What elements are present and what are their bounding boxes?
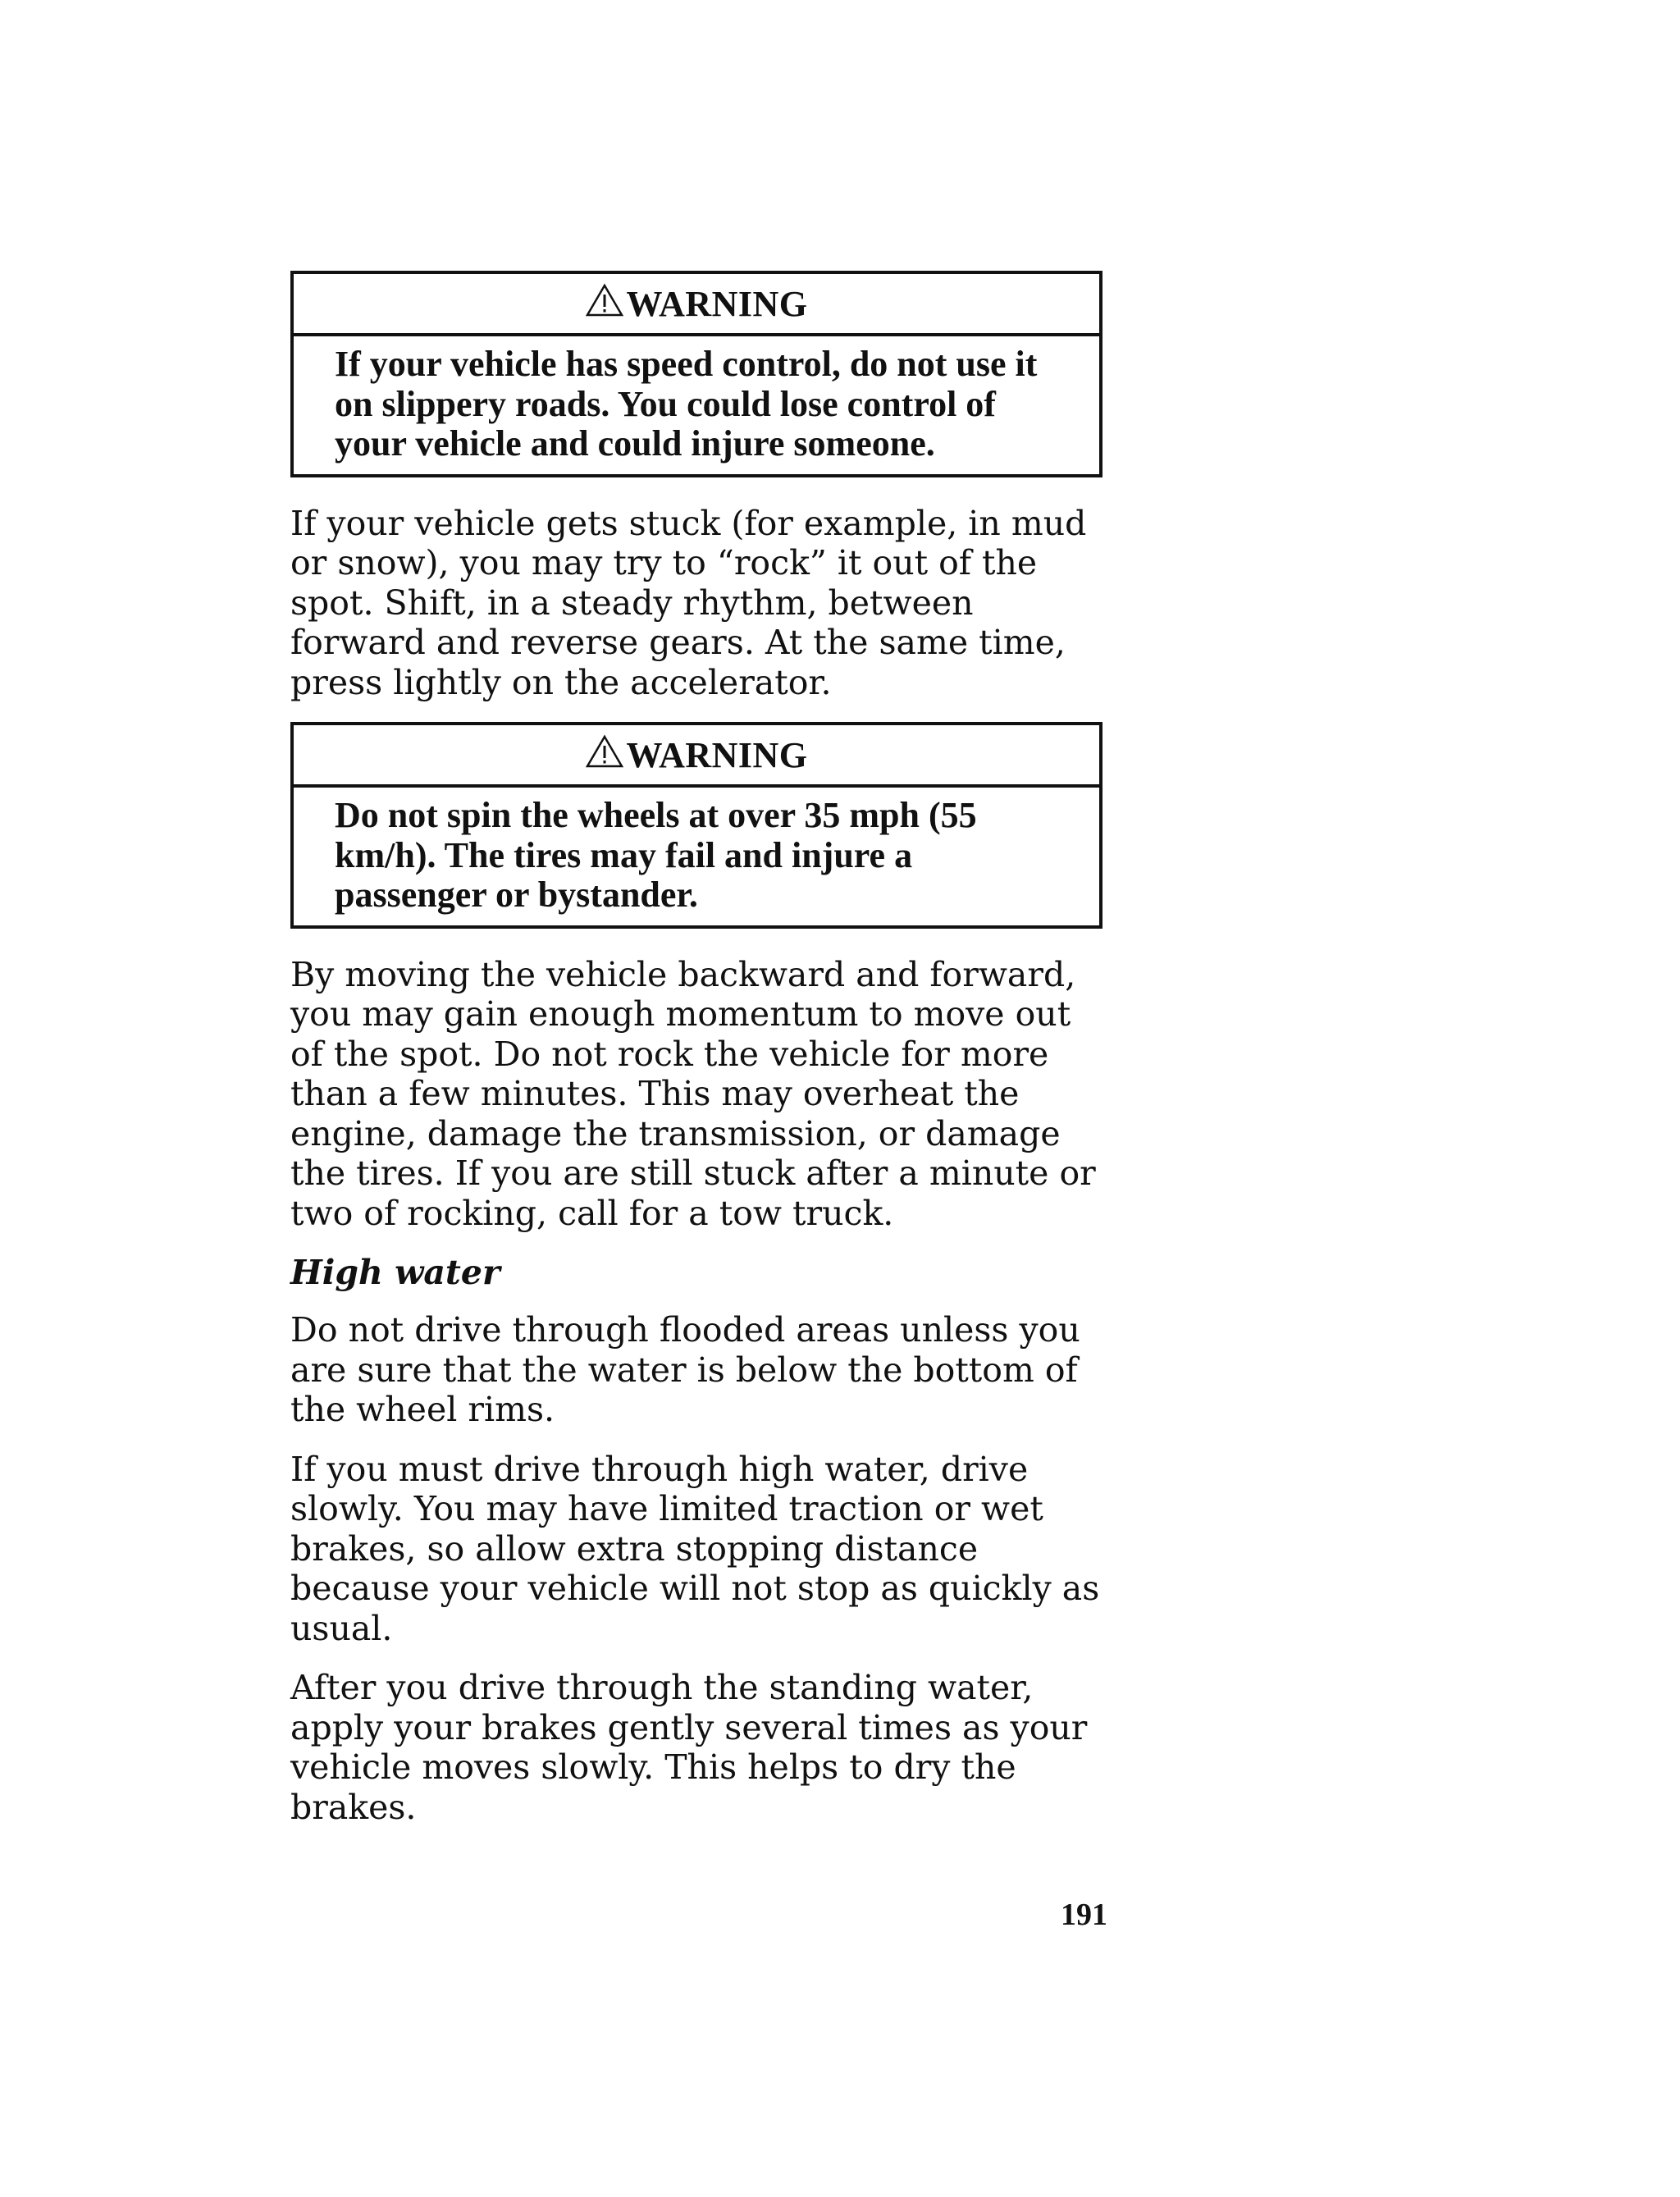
- paragraph-momentum: By moving the vehicle backward and forward, you may gain enough momentum to move out of the spot. Do not rock the vehicle for more than a few minutes. This may overheat the engine, damage the transmission, or damage the tires. If you are still stuck after a minute or two of rocking, call for a tow truck.: [290, 954, 1096, 1233]
- paragraph-flooded: Do not drive through flooded areas unless you are sure that the water is below the bottom of the wheel rims.: [290, 1310, 1080, 1429]
- page-number: 191: [1061, 1898, 1107, 1932]
- warning-triangle-icon: [585, 283, 624, 317]
- paragraph-drive-slowly: If you must drive through high water, drive slowly. You may have limited traction or wet brakes, so allow extra stopping distance because your vehicle will not stop as quickly as usual.: [290, 1449, 1100, 1648]
- section-heading: High water: [290, 1253, 500, 1292]
- page-content: [290, 271, 1102, 1847]
- warning-title: WARNING: [626, 283, 808, 324]
- warning-title: WARNING: [626, 734, 808, 775]
- warning-triangle-icon: [585, 734, 624, 769]
- warning-header: [294, 725, 1099, 788]
- warning-header: [294, 274, 1099, 336]
- warning-text: Do not spin the wheels at over 35 mph (55 km/h). The tires may fail and injure a passenger or bystander.: [335, 795, 977, 915]
- paragraph-dry-brakes: After you drive through the standing water, apply your brakes gently several times as your vehicle moves slowly. This helps to dry the brakes.: [290, 1668, 1088, 1827]
- warning-box-wheel-spin: [290, 722, 1102, 929]
- warning-text: If your vehicle has speed control, do not use it on slippery roads. You could lose control of your vehicle and could injure someone.: [335, 344, 1038, 464]
- warning-box-speed-control: [290, 271, 1102, 477]
- paragraph-rocking: If your vehicle gets stuck (for example, in mud or snow), you may try to “rock” it out of the spot. Shift, in a steady rhythm, between forward and reverse gears. At the same time, press lightly on the accelerator.: [290, 503, 1087, 702]
